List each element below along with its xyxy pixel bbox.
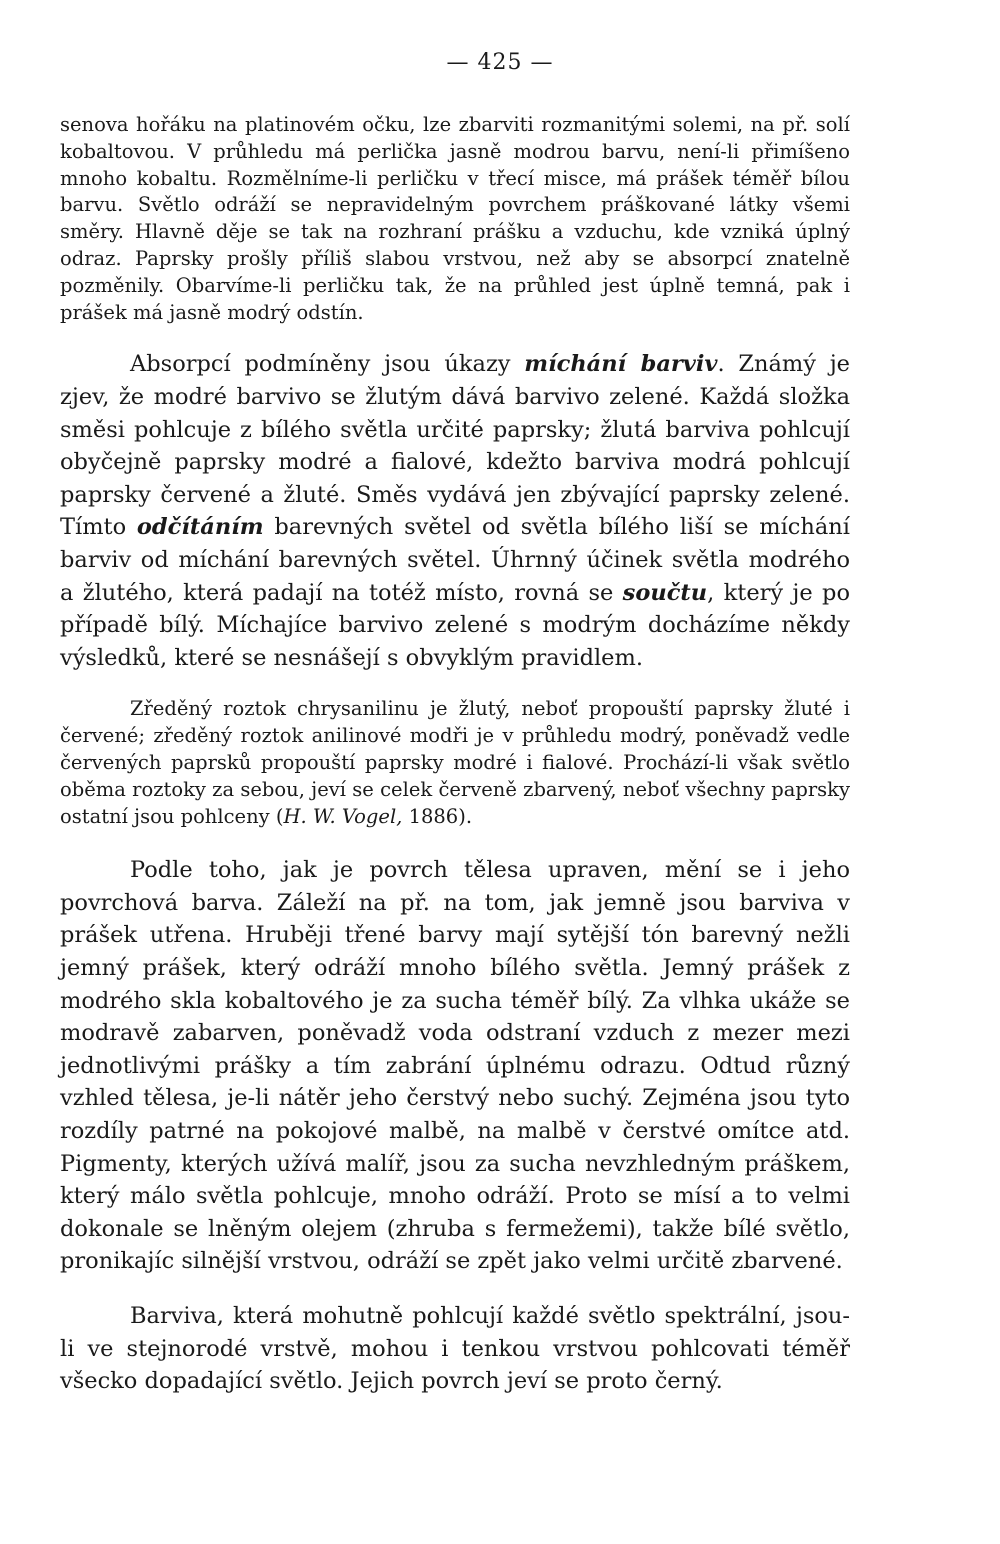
paragraph-2-text-e: barevných světel od světla bílého liší se míchání barviv od míchání barevných světel. Úhrnný účinek světla modrého a žlutého, která padají na totéž místo, rovná se — [60, 514, 850, 606]
paragraph-2-text-g: , který je po případě bílý. Míchajíce barvivo zelené s modrým docházíme někdy výsledků, které se nesnášejí s obvyklým pravidlem. — [60, 579, 850, 671]
paragraph-1: senova hořáku na platinovém očku, lze zbarviti rozmanitými solemi, na př. solí kobaltovou. V průhledu má perlička jasně modrou barvu, není-li přimíšeno mnoho kobaltu. Rozmělníme-li perličku v třecí misce, má prášek téměř bílou barvu. Světlo odráží se nepravidelným povrchem práškované látky všemi směry. Hlavně děje se tak na rozhraní prášku a vzduchu, kde vzniká úplný odraz. Paprsky prošly příliš slabou vrstvou, než aby se absorpcí znatelně pozměnily. Obarvíme-li perličku tak, že na průhled jest úplně temná, pak i prášek má jasně modrý odstín. — [60, 113, 850, 324]
page-number: — 425 — — [446, 50, 554, 75]
citation-vogel: H. W. Vogel, — [283, 804, 403, 828]
paragraph-2-text-c: . Známý je zjev, že modré barvivo se žlutým dává barvivo zelené. Každá složka směsi pohlcuje z bílého světla určité paprsky; žlutá barviva pohlcují obyčejně paprsky modré a fialové, kdežto barviva modrá pohlcují paprsky červené a žluté. Směs vydává jen zbývající paprsky zelené. Tímto — [60, 351, 850, 541]
emphasis-souctu: součtu — [622, 579, 708, 606]
paragraph-3-text-c: 1886). — [402, 804, 473, 828]
emphasis-michani-barviv: míchání barviv — [524, 351, 718, 378]
emphasis-odcitanim: odčítáním — [136, 514, 264, 541]
paragraph-3-text-a: Zředěný roztok chrysanilinu je žlutý, neboť propouští paprsky žluté i červené; zředěný roztok anilinové modři je v průhledu modrý, poněvadž vedle červených paprsků propouští paprsky modré i fialové. Prochází-li však světlo oběma roztoky za sebou, jeví se celek červeně zbarvený, neboť všechny paprsky ostatní jsou pohlceny ( — [60, 697, 850, 828]
paragraph-5: Barviva, která mohutně pohlcují každé světlo spektrální, jsou-li ve stejnorodé vrstvě, mohou i tenkou vrstvou pohlcovati téměř všecko dopadající světlo. Jejich povrch jeví se proto černý. — [60, 1303, 850, 1395]
paragraph-3 — [60, 696, 850, 830]
paragraph-4: Podle toho, jak je povrch tělesa upraven, mění se i jeho povrchová barva. Záleží na př. na tom, jak jemně jsou barviva v prášek utřena. Hruběji třené barvy mají sytější tón barevný nežli jemný prášek, který odráží mnoho bílého světla. Jemný prášek z modrého skla kobaltového je za sucha téměř bílý. Za vlhka ukáže se modravě zabarven, poněvadž voda odstraní vzduch z mezer mezi jednotlivými prášky a tím zabrání úplnému odrazu. Odtud různý vzhled tělesa, je-li nátěr jeho čerstvý nebo suchý. Zejména jsou tyto rozdíly patrné na pokojové malbě, na malbě v čerstvé omítce atd. Pigmenty, kterých užívá malíř, jsou za sucha nevzhledným práškem, který málo světla pohlcuje, mnoho odráží. Proto se mísí a to velmi dokonale se lněným olejem (zhruba s fermežemi), takže bílé světlo, pronikajíc silnější vrstvou, odráží se zpět jako velmi určitě zbarvené. — [60, 857, 850, 1275]
paragraph-2-text-a: Absorpcí podmíněny jsou úkazy — [130, 351, 525, 378]
text-column — [60, 112, 850, 1398]
paragraph-2 — [60, 348, 850, 674]
